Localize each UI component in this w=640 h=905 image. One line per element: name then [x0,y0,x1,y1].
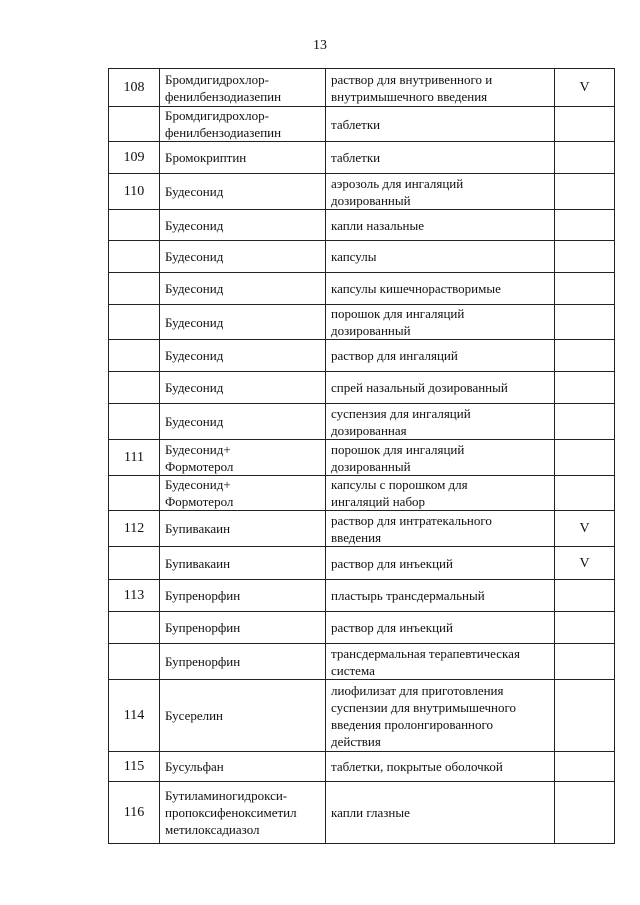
drug-name-cell: Бупренорфин [160,644,326,680]
dosage-form-cell: спрей назальный дозированный [326,372,555,404]
dosage-form-cell: таблетки, покрытые оболочкой [326,752,555,782]
drug-name-cell: Бутиламиногидрокси- пропоксифеноксиметил метилоксадиазол [160,782,326,844]
row-number-cell [109,241,160,273]
dosage-form-cell: капли глазные [326,782,555,844]
table-row [109,241,615,273]
drug-name-cell: Бусульфан [160,752,326,782]
drug-name-cell: Бромокриптин [160,142,326,174]
drug-name-cell: Бусерелин [160,680,326,752]
row-number-cell: 110 [109,174,160,210]
mark-cell [555,372,615,404]
table-row [109,69,615,107]
table-row [109,142,615,174]
drug-name-cell: Бупивакаин [160,511,326,547]
row-number-cell [109,210,160,241]
table-row [109,476,615,511]
mark-cell [555,340,615,372]
mark-cell [555,273,615,305]
dosage-form-cell: таблетки [326,142,555,174]
mark-cell [555,305,615,340]
dosage-form-cell: капсулы [326,241,555,273]
table-body [109,69,615,844]
drug-name-cell: Бромдигидрохлор- фенилбензодиазепин [160,107,326,142]
drug-name-cell: Будесонид [160,174,326,210]
mark-cell [555,644,615,680]
row-number-cell [109,547,160,580]
table-row [109,340,615,372]
dosage-form-cell: капсулы кишечнорастворимые [326,273,555,305]
mark-cell [555,210,615,241]
table-row [109,644,615,680]
drug-name-cell: Бупренорфин [160,612,326,644]
dosage-form-cell: раствор для ингаляций [326,340,555,372]
dosage-form-cell: раствор для инъекций [326,547,555,580]
row-number-cell [109,273,160,305]
drug-name-cell: Будесонид [160,273,326,305]
table-row [109,511,615,547]
row-number-cell [109,340,160,372]
dosage-form-cell: трансдермальная терапевтическая система [326,644,555,680]
drug-name-cell: Будесонид [160,404,326,440]
table-row [109,372,615,404]
drug-name-cell: Будесонид+ Формотерол [160,440,326,476]
dosage-form-cell: суспензия для ингаляций дозированная [326,404,555,440]
mark-cell [555,107,615,142]
table-row [109,752,615,782]
row-number-cell [109,404,160,440]
table-row [109,612,615,644]
drug-list-table [108,68,615,844]
drug-name-cell: Будесонид [160,340,326,372]
table-row [109,782,615,844]
mark-cell [555,241,615,273]
dosage-form-cell: порошок для ингаляций дозированный [326,305,555,340]
row-number-cell: 115 [109,752,160,782]
drug-name-cell: Бупренорфин [160,580,326,612]
row-number-cell [109,107,160,142]
row-number-cell: 113 [109,580,160,612]
mark-cell [555,612,615,644]
mark-cell: V [555,547,615,580]
table-row [109,107,615,142]
drug-name-cell: Будесонид [160,210,326,241]
page-number: 13 [313,38,327,53]
dosage-form-cell: порошок для ингаляций дозированный [326,440,555,476]
row-number-cell: 112 [109,511,160,547]
dosage-form-cell: раствор для внутривенного и внутримышечного введения [326,69,555,107]
dosage-form-cell: раствор для интратекального введения [326,511,555,547]
row-number-cell [109,644,160,680]
table-row [109,680,615,752]
dosage-form-cell: капсулы с порошком для ингаляций набор [326,476,555,511]
mark-cell [555,580,615,612]
mark-cell [555,142,615,174]
drug-name-cell: Будесонид [160,372,326,404]
mark-cell: V [555,69,615,107]
mark-cell [555,440,615,476]
dosage-form-cell: капли назальные [326,210,555,241]
row-number-cell: 116 [109,782,160,844]
mark-cell [555,174,615,210]
row-number-cell [109,612,160,644]
dosage-form-cell: таблетки [326,107,555,142]
table-row [109,273,615,305]
row-number-cell: 109 [109,142,160,174]
drug-name-cell: Бромдигидрохлор- фенилбензодиазепин [160,69,326,107]
row-number-cell [109,372,160,404]
mark-cell [555,782,615,844]
table-row [109,305,615,340]
drug-name-cell: Бупивакаин [160,547,326,580]
row-number-cell [109,305,160,340]
dosage-form-cell: аэрозоль для ингаляций дозированный [326,174,555,210]
mark-cell [555,752,615,782]
dosage-form-cell: пластырь трансдермальный [326,580,555,612]
dosage-form-cell: раствор для инъекций [326,612,555,644]
table-row [109,174,615,210]
table-row [109,440,615,476]
row-number-cell [109,476,160,511]
drug-name-cell: Будесонид+ Формотерол [160,476,326,511]
row-number-cell: 111 [109,440,160,476]
table-row [109,580,615,612]
table-row [109,404,615,440]
drug-name-cell: Будесонид [160,241,326,273]
drug-name-cell: Будесонид [160,305,326,340]
table-row [109,210,615,241]
row-number-cell: 108 [109,69,160,107]
dosage-form-cell: лиофилизат для приготовления суспензии для внутримышечного введения пролонгированного действия [326,680,555,752]
table-row [109,547,615,580]
mark-cell [555,680,615,752]
mark-cell [555,404,615,440]
mark-cell [555,476,615,511]
row-number-cell: 114 [109,680,160,752]
mark-cell: V [555,511,615,547]
